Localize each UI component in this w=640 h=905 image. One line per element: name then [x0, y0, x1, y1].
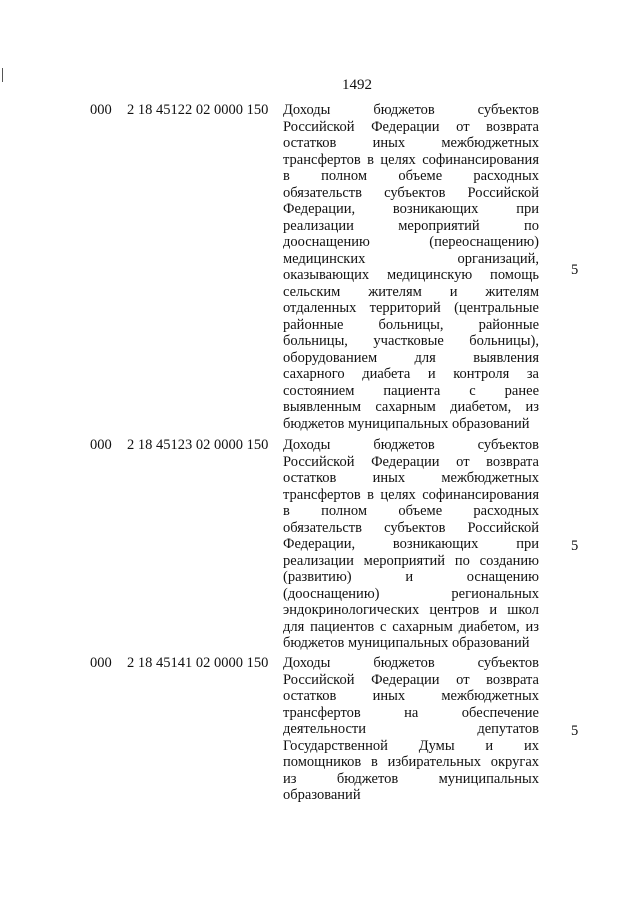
description-line: эндокринологических центров и школ: [283, 602, 539, 618]
description-line: Российской Федерации от возврата: [283, 453, 539, 470]
description-line: трансфертов в целях софинансирования: [283, 151, 539, 168]
description-line: Государственной Думы и их: [283, 737, 539, 754]
admin-code: 000: [90, 102, 112, 118]
description-line: Российской Федерации от возврата: [283, 671, 539, 688]
description-line: (развитию) и оснащению: [283, 569, 539, 585]
description-line: остатков иных межбюджетных: [283, 470, 539, 486]
description-line: реализации мероприятий по: [283, 217, 539, 234]
description-line: оказывающих медицинскую помощь: [283, 267, 539, 283]
budget-classification-code: 2 18 45122 02 0000 150: [127, 102, 269, 118]
description-line: дооснащению (переоснащению): [283, 234, 539, 250]
description-line: бюджетов муниципальных образований: [283, 415, 530, 432]
amount: 5: [571, 723, 579, 739]
description-line: Российской Федерации от возврата: [283, 118, 539, 135]
description-line: остатков иных межбюджетных: [283, 688, 539, 704]
description-line: отдаленных территорий (центральные: [283, 300, 539, 316]
description-line: обязательств субъектов Российской: [283, 184, 539, 201]
description-line: больницы, участковые больницы),: [283, 333, 539, 349]
description-line: Федерации, возникающих при: [283, 536, 539, 552]
description-line: медицинских организаций,: [283, 250, 539, 267]
description-line: Доходы бюджетов субъектов: [283, 102, 539, 118]
description-line: остатков иных межбюджетных: [283, 135, 539, 151]
description-line: в полном объеме расходных: [283, 168, 539, 184]
admin-code: 000: [90, 655, 112, 671]
description-line: реализации мероприятий по созданию: [283, 552, 539, 569]
description-line: Доходы бюджетов субъектов: [283, 437, 539, 453]
budget-classification-code: 2 18 45141 02 0000 150: [127, 655, 269, 671]
description-line: обязательств субъектов Российской: [283, 519, 539, 536]
description-line: выявленным сахарным диабетом, из: [283, 399, 539, 415]
description-line: бюджетов муниципальных образований: [283, 635, 530, 651]
margin-mark: [2, 68, 3, 82]
description-line: Доходы бюджетов субъектов: [283, 655, 539, 671]
description-line: оборудованием для выявления: [283, 349, 539, 366]
income-description: [283, 655, 539, 804]
admin-code: 000: [90, 437, 112, 453]
page-number: 1492: [342, 77, 372, 93]
description-line: из бюджетов муниципальных: [283, 770, 539, 787]
description-line: образований: [283, 787, 361, 803]
income-description: [283, 102, 539, 432]
description-line: трансфертов в целях софинансирования: [283, 486, 539, 503]
description-line: сахарного диабета и контроля за: [283, 366, 539, 382]
amount: 5: [571, 262, 579, 278]
description-line: (дооснащению) региональных: [283, 585, 539, 602]
amount: 5: [571, 538, 579, 554]
description-line: в полном объеме расходных: [283, 503, 539, 519]
description-line: Федерации, возникающих при: [283, 201, 539, 217]
description-line: помощников в избирательных округах: [283, 754, 539, 770]
description-line: для пациентов с сахарным диабетом, из: [283, 618, 539, 635]
description-line: деятельности депутатов: [283, 721, 539, 737]
income-description: [283, 437, 539, 652]
description-line: районные больницы, районные: [283, 316, 539, 333]
budget-classification-code: 2 18 45123 02 0000 150: [127, 437, 269, 453]
description-line: состоянием пациента с ранее: [283, 382, 539, 399]
description-line: сельским жителям и жителям: [283, 283, 539, 300]
description-line: трансфертов на обеспечение: [283, 704, 539, 721]
